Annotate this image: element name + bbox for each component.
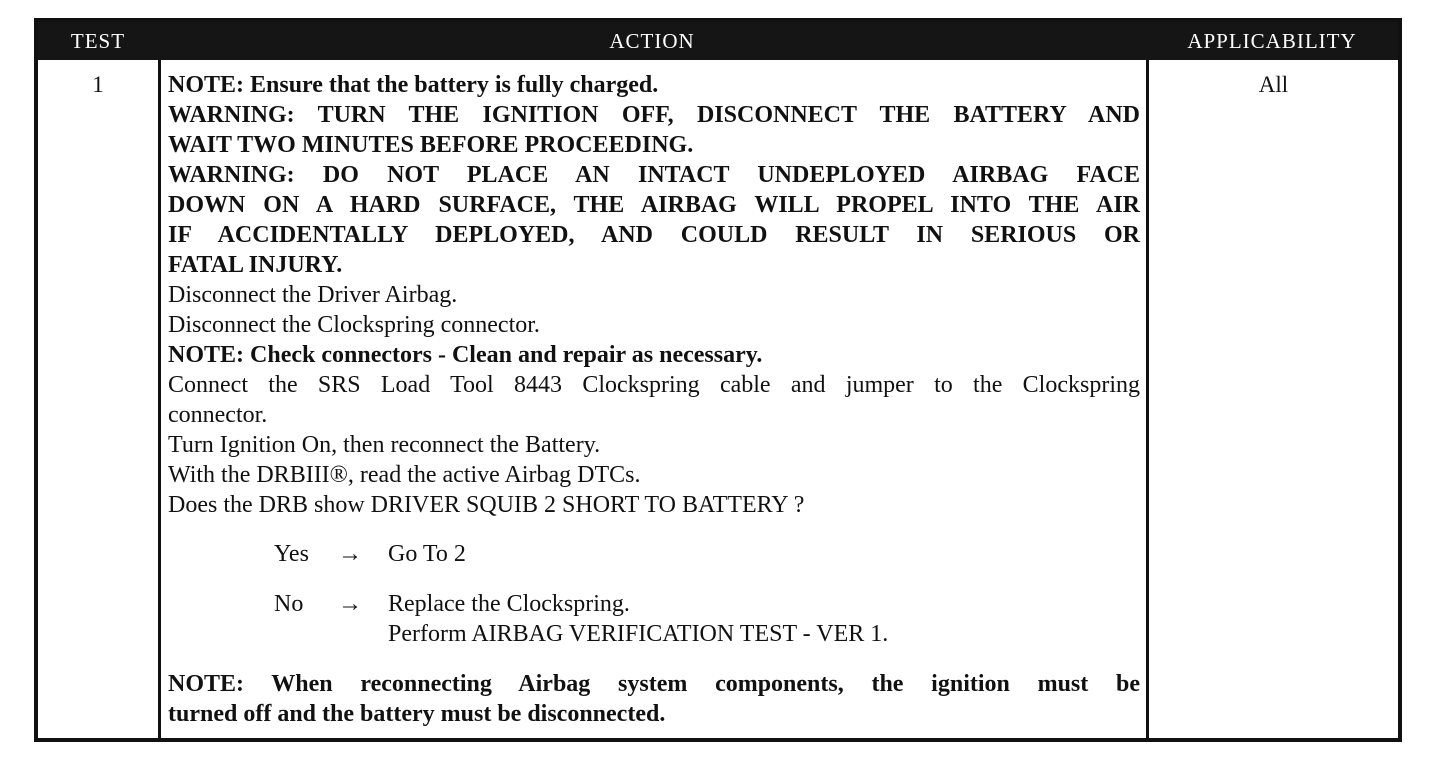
- column-divider-applicability: [1146, 60, 1149, 742]
- no-branch: [274, 589, 1140, 619]
- read-dtcs-step: With the DRBIII®, read the active Airbag DTCs.: [168, 462, 641, 488]
- reconnect-note-line-2: turned off and the battery must be disconnected.: [168, 701, 666, 727]
- header-test: TEST: [70, 29, 126, 53]
- airbag-warning-line-3: IF ACCIDENTALLY DEPLOYED, AND COULD RESULT IN SERIOUS OR: [168, 222, 1140, 248]
- disconnect-airbag-step: Disconnect the Driver Airbag.: [168, 282, 458, 308]
- disconnect-clockspring-step: Disconnect the Clockspring connector.: [168, 312, 540, 338]
- spacer: [168, 649, 1140, 669]
- connect-tool-step-line-2: connector.: [168, 402, 268, 428]
- ignition-warning-line-1: WARNING: TURN THE IGNITION OFF, DISCONNECT THE BATTERY AND: [168, 102, 1140, 128]
- battery-note: NOTE: Ensure that the battery is fully charged.: [168, 72, 659, 98]
- connect-tool-step-line-1: Connect the SRS Load Tool 8443 Clockspring cable and jumper to the Clockspring: [168, 372, 1140, 398]
- ignition-step: Turn Ignition On, then reconnect the Battery.: [168, 432, 601, 458]
- reconnect-note-line-1: NOTE: When reconnecting Airbag system components, the ignition must be: [168, 671, 1140, 697]
- airbag-warning-line-1: WARNING: DO NOT PLACE AN INTACT UNDEPLOYED AIRBAG FACE: [168, 162, 1140, 188]
- no-label: No: [274, 591, 304, 617]
- yes-arrow-icon: →: [338, 541, 362, 567]
- connector-note: NOTE: Check connectors - Clean and repair as necessary.: [168, 342, 763, 368]
- airbag-warning-line-2: DOWN ON A HARD SURFACE, THE AIRBAG WILL PROPEL INTO THE AIR: [168, 192, 1140, 218]
- no-action-line-2: Perform AIRBAG VERIFICATION TEST - VER 1.: [388, 621, 889, 647]
- table-header: [38, 22, 1398, 60]
- action-content: [168, 70, 1140, 729]
- diagnostic-table: [34, 18, 1402, 742]
- yes-action: Go To 2: [388, 541, 466, 567]
- column-divider-test: [158, 60, 161, 742]
- header-action: ACTION: [609, 29, 695, 53]
- no-arrow-icon: →: [338, 591, 362, 617]
- no-action-line-1: Replace the Clockspring.: [388, 591, 630, 617]
- diagnostic-question: Does the DRB show DRIVER SQUIB 2 SHORT TO BATTERY ?: [168, 492, 805, 518]
- airbag-warning-line-4: FATAL INJURY.: [168, 252, 343, 278]
- spacer: [168, 569, 1140, 589]
- no-branch-continued: [274, 619, 1140, 649]
- ignition-warning-line-2: WAIT TWO MINUTES BEFORE PROCEEDING.: [168, 132, 694, 158]
- yes-label: Yes: [274, 541, 309, 567]
- spacer: [168, 520, 1140, 539]
- yes-branch: [274, 539, 1140, 569]
- test-number: 1: [92, 72, 104, 97]
- header-applicability: APPLICABILITY: [1187, 29, 1357, 53]
- applicability-value: All: [1258, 72, 1289, 97]
